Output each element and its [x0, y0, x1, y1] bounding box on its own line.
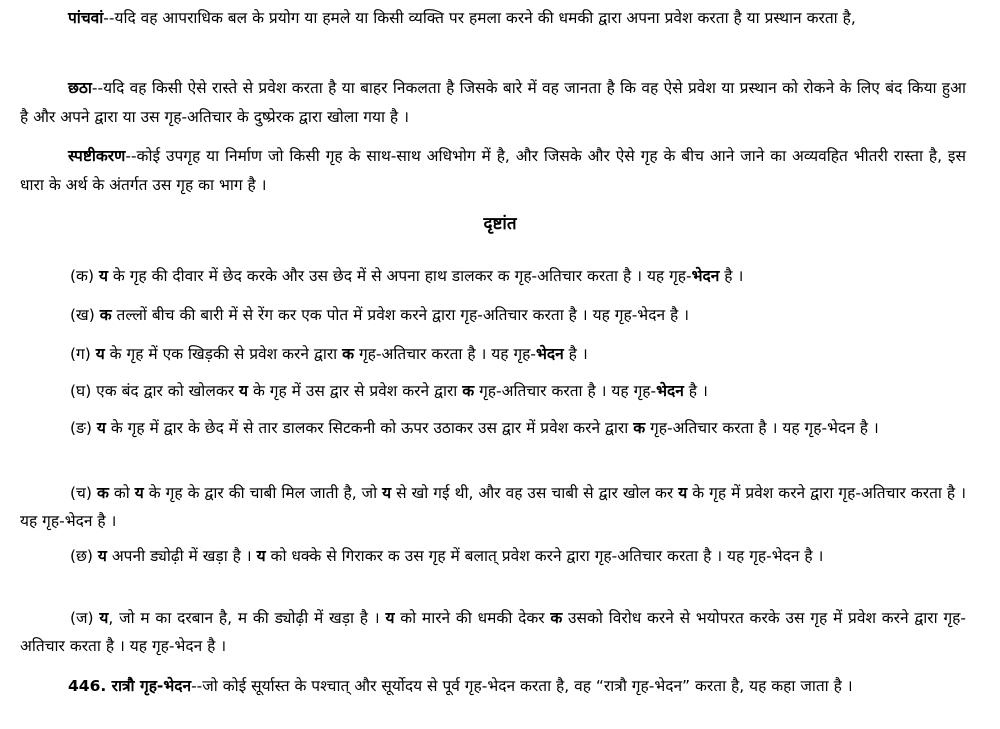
illustration-emphasis: क [633, 419, 646, 437]
clause-text: --यदि वह किसी ऐसे रास्ते से प्रवेश करता है या बाहर निकलता है जिसके बारे में वह जानता है कि वह ऐसे प्रवेश या प्रस्थान को रोकने के लिए बंद किया हुआ है और अपने द्वारा या उस गृह-अतिचार के दुष्प्रेरक द्वारा खोला गया है । [20, 79, 966, 126]
illustration-emphasis: य [256, 547, 266, 565]
illustration-emphasis: क [96, 484, 109, 502]
illustration-emphasis: भेदन [656, 382, 684, 400]
illustration-text: के गृह के द्वार की चाबी मिल जाती है, जो [143, 484, 383, 502]
illustration-emphasis: य [134, 484, 144, 502]
illustration-emphasis: य [96, 419, 106, 437]
illustration-text: के गृह में एक खिड़की से प्रवेश करने द्वारा [104, 345, 343, 363]
illustration-chha [20, 542, 966, 570]
illustration-text: (घ) एक बंद द्वार को खोलकर [70, 382, 240, 400]
clause-sixth [20, 74, 966, 132]
illustration-text: के गृह में द्वार के छेद में से तार डालकर सिटकनी को ऊपर उठाकर उस द्वार में प्रवेश करने द्वारा [105, 419, 634, 437]
illustration-text: के गृह में उस द्वार से प्रवेश करने द्वारा [248, 382, 463, 400]
illustration-ja [20, 604, 966, 660]
illustration-gha [20, 377, 966, 405]
illustration-text: (च) [70, 484, 97, 502]
illustration-text: के गृह में प्रवेश करने द्वारा गृह-अतिचार करता है । यह गृह-भेदन है । [20, 484, 966, 530]
illustration-emphasis: य [385, 609, 395, 627]
illustration-ka [20, 262, 966, 290]
illustration-text: (ङ) [70, 419, 97, 437]
illustration-text: है । [683, 382, 708, 400]
illustration-emphasis: भेदन [536, 345, 564, 363]
illustration-text: को [108, 484, 135, 502]
illustration-nga [20, 414, 966, 442]
illustration-text: अपनी ड्योढ़ी में खड़ा है । [106, 547, 257, 565]
illustration-emphasis: य [97, 547, 107, 565]
section-number: 446. [68, 677, 112, 695]
illustration-text: (ख) [70, 306, 100, 324]
illustrations-heading: दृष्टांत [483, 214, 517, 234]
illustration-text: तल्लों बीच की बारी में से रेंग कर एक पोत में प्रवेश करने द्वारा गृह-अतिचार करता है । यह गृह-भेदन है । [111, 306, 689, 324]
illustration-text: को धक्के से गिराकर क उस गृह में बलात् प्रवेश करने द्वारा गृह-अतिचार करता है । यह गृह-भेदन है । [265, 547, 824, 565]
illustration-text: गृह-अतिचार करता है । यह गृह- [474, 382, 657, 400]
section-446 [20, 672, 966, 701]
clause-fifth [20, 4, 966, 33]
illustration-text: को मारने की धमकी देकर [394, 609, 551, 627]
illustration-emphasis: क [462, 382, 475, 400]
section-text: --जो कोई सूर्यास्त के पश्चात् और सूर्योदय से पूर्व गृह-भेदन करता है, वह “रात्रौ गृह-भेदन” करता है, यह कहा जाता है । [191, 677, 853, 695]
illustration-text: (ग) [70, 345, 96, 363]
illustration-emphasis: य [382, 484, 392, 502]
illustration-kha [20, 301, 966, 329]
illustration-text: उसको विरोध करने से भयोपरत करके उस गृह में प्रवेश करने द्वारा गृह-अतिचार करता है । यह गृह-भेदन है । [20, 609, 966, 655]
illustration-emphasis: य [239, 382, 249, 400]
illustration-text: (ज) [70, 609, 100, 627]
illustration-emphasis: य [95, 345, 105, 363]
illustration-emphasis: क [550, 609, 563, 627]
clause-term: पांचवां [68, 9, 104, 27]
illustration-emphasis: क [99, 306, 112, 324]
illustration-text: से खो गई थी, और वह उस चाबी से द्वार खोल कर [391, 484, 679, 502]
illustration-ga [20, 340, 966, 368]
illustration-text: है । [719, 267, 744, 285]
illustration-emphasis: भेदन [691, 267, 720, 285]
illustration-cha [20, 479, 966, 535]
illustration-emphasis: क [342, 345, 355, 363]
illustration-text: के गृह की दीवार में छेद करके और उस छेद में से अपना हाथ डालकर क गृह-अतिचार करता है । यह गृह- [107, 267, 692, 285]
clause-term: छठा [68, 79, 92, 97]
illustration-text: है । [563, 345, 588, 363]
illustration-emphasis: य [678, 484, 688, 502]
explanation-paragraph [20, 142, 966, 200]
illustration-text: (क) [70, 267, 99, 285]
illustration-text: गृह-अतिचार करता है । यह गृह- [354, 345, 537, 363]
illustration-text: , जो म का दरबान है, म की ड्योढ़ी में खड़ा है । [108, 609, 386, 627]
explanation-term: स्पष्टीकरण [68, 147, 126, 165]
clause-text: --यदि वह आपराधिक बल के प्रयोग या हमले या किसी व्यक्ति पर हमला करने की धमकी द्वारा अपना प्रवेश करता है या प्रस्थान करता है, [103, 9, 856, 27]
illustration-emphasis: य [99, 609, 109, 627]
illustration-emphasis: य [98, 267, 108, 285]
section-term: रात्रौ गृह-भेदन [111, 677, 192, 695]
illustration-text: गृह-अतिचार करता है । यह गृह-भेदन है । [645, 419, 879, 437]
explanation-text: --कोई उपगृह या निर्माण जो किसी गृह के साथ-साथ अधिभोग में है, और जिसके और ऐसे गृह के बीच आने जाने का अव्यवहित भीतरी रास्ता है, इस धारा के अर्थ के अंतर्गत उस गृह का भाग है । [20, 147, 966, 194]
illustration-text: (छ) [70, 547, 98, 565]
